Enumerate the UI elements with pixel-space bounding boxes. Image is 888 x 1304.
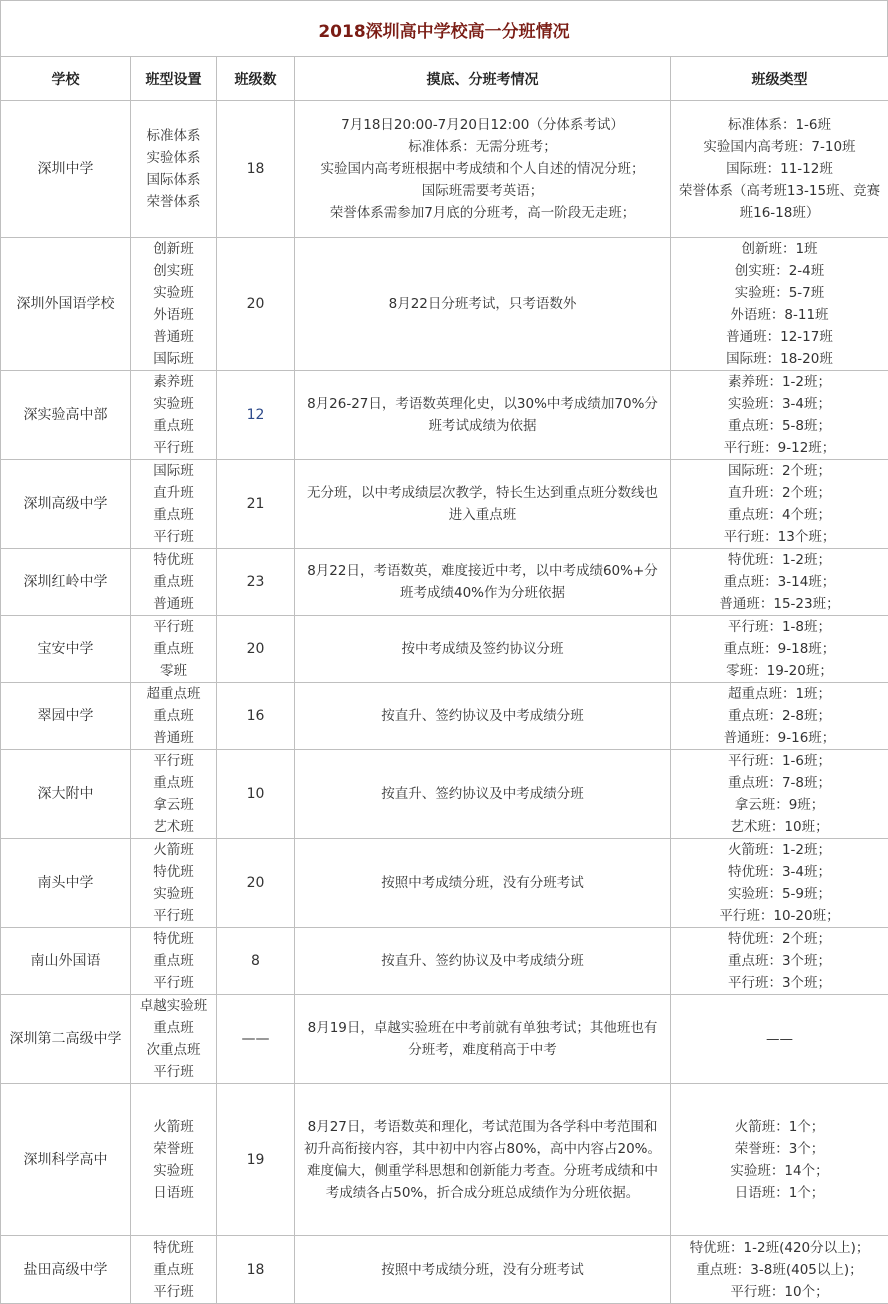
class-count-cell: 18 [217,101,295,238]
class-setup-item: 重点班 [133,950,214,972]
class-setup-item: 直升班 [133,482,214,504]
class-types-cell [671,683,888,750]
class-setup-cell [131,238,217,371]
class-setup-item: 平行班 [133,972,214,994]
exam-info-line: 按直升、签约协议及中考成绩分班 [301,783,664,805]
class-setup-cell [131,1084,217,1236]
class-type-item: 荣誉体系（高考班13-15班、竞赛班16-18班） [673,180,886,224]
class-setup-item: 普通班 [133,593,214,615]
class-type-item: 实验班：3-4班； [673,393,886,415]
class-setup-item: 火箭班 [133,839,214,861]
class-setup-item: 卓越实验班 [133,995,214,1017]
class-setup-item: 国际体系 [133,169,214,191]
school-name-cell: 深大附中 [1,750,131,839]
class-count-cell: 21 [217,460,295,549]
school-name-cell: 南头中学 [1,839,131,928]
class-type-item: 外语班：8-11班 [673,304,886,326]
class-count-cell: 12 [217,371,295,460]
class-setup-item: 素养班 [133,371,214,393]
table-row [1,839,888,928]
exam-info-line: 按直升、签约协议及中考成绩分班 [301,950,664,972]
class-count-cell: 20 [217,839,295,928]
class-setup-item: 火箭班 [133,1116,214,1138]
class-setup-cell [131,839,217,928]
class-setup-item: 特优班 [133,1237,214,1259]
school-name-cell: 深实验高中部 [1,371,131,460]
class-setup-item: 标准体系 [133,125,214,147]
table-row [1,995,888,1084]
class-setup-item: 实验班 [133,282,214,304]
class-setup-item: 重点班 [133,638,214,660]
class-type-item: 平行班：13个班； [673,526,886,548]
class-setup-item: 重点班 [133,415,214,437]
table-row [1,371,888,460]
exam-info-cell [295,371,671,460]
class-type-item: 平行班：1-6班； [673,750,886,772]
class-types-cell [671,839,888,928]
exam-info-cell [295,238,671,371]
class-types-cell [671,371,888,460]
class-setup-item: 重点班 [133,1017,214,1039]
table-row [1,460,888,549]
school-name-cell: 深圳科学高中 [1,1084,131,1236]
exam-info-line: 8月22日，考语数英，难度接近中考，以中考成绩60%+分班考成绩40%作为分班依据 [301,560,664,604]
class-types-cell [671,1084,888,1236]
class-type-item: 平行班：9-12班； [673,437,886,459]
table-row [1,683,888,750]
class-types-cell [671,750,888,839]
class-type-item: 实验国内高考班：7-10班 [673,136,886,158]
class-setup-item: 平行班 [133,526,214,548]
school-name-cell: 盐田高级中学 [1,1236,131,1304]
class-type-item: 特优班：3-4班； [673,861,886,883]
class-type-item: 平行班：10-20班； [673,905,886,927]
class-setup-item: 普通班 [133,727,214,749]
exam-info-cell [295,928,671,995]
exam-info-line: 按照中考成绩分班，没有分班考试 [301,1259,664,1281]
header-class-count: 班级数 [217,57,295,101]
exam-info-line: 标准体系：无需分班考； [301,136,664,158]
class-setup-item: 实验班 [133,1160,214,1182]
class-setup-cell [131,616,217,683]
table-row [1,1236,888,1304]
school-name-cell: 宝安中学 [1,616,131,683]
school-name-cell: 深圳第二高级中学 [1,995,131,1084]
class-types-cell [671,1236,888,1304]
class-count-cell: 18 [217,1236,295,1304]
class-type-item: 超重点班：1班； [673,683,886,705]
class-count-cell: 20 [217,238,295,371]
exam-info-line: 无分班，以中考成绩层次教学，特长生达到重点班分数线也进入重点班 [301,482,664,526]
class-setup-cell [131,549,217,616]
class-setup-item: 特优班 [133,861,214,883]
header-row [1,57,888,101]
header-class-types: 班级类型 [671,57,888,101]
class-type-item: 重点班：2-8班； [673,705,886,727]
exam-info-line: 7月18日20:00-7月20日12:00（分体系考试） [301,114,664,136]
class-type-item: 重点班：3-14班； [673,571,886,593]
class-setup-item: 实验班 [133,393,214,415]
class-setup-item: 实验体系 [133,147,214,169]
exam-info-line: 实验国内高考班根据中考成绩和个人自述的情况分班； [301,158,664,180]
class-type-item: 国际班：2个班； [673,460,886,482]
class-type-item: 特优班：2个班； [673,928,886,950]
class-type-item: 直升班：2个班； [673,482,886,504]
exam-info-line: 8月22日分班考试，只考语数外 [301,293,664,315]
table-row [1,101,888,238]
class-setup-cell [131,1236,217,1304]
header-school: 学校 [1,57,131,101]
class-setup-cell [131,371,217,460]
school-name-cell: 翠园中学 [1,683,131,750]
exam-info-line: 按直升、签约协议及中考成绩分班 [301,705,664,727]
class-setup-item: 重点班 [133,504,214,526]
class-type-item: 特优班：1-2班(420分以上)； [673,1237,886,1259]
class-type-item: 重点班：5-8班； [673,415,886,437]
class-setup-item: 重点班 [133,705,214,727]
class-setup-cell [131,995,217,1084]
class-type-item: 重点班：3个班； [673,950,886,972]
class-types-cell [671,995,888,1084]
class-setup-cell [131,683,217,750]
exam-info-cell [295,101,671,238]
class-count-cell: 20 [217,616,295,683]
class-setup-item: 荣誉体系 [133,191,214,213]
class-type-item: 重点班：7-8班； [673,772,886,794]
exam-info-cell [295,1236,671,1304]
class-setup-item: 重点班 [133,772,214,794]
class-type-item: 重点班：4个班； [673,504,886,526]
class-type-item: 创实班：2-4班 [673,260,886,282]
exam-info-line: 荣誉体系需参加7月底的分班考，高一阶段无走班； [301,202,664,224]
class-setup-item: 重点班 [133,571,214,593]
class-setup-item: 创新班 [133,238,214,260]
table-row [1,549,888,616]
class-types-cell [671,549,888,616]
class-type-item: 重点班：9-18班； [673,638,886,660]
class-setup-item: 平行班 [133,905,214,927]
class-type-item: 拿云班：9班； [673,794,886,816]
class-type-item: 实验班：5-9班； [673,883,886,905]
class-type-item: 平行班：3个班； [673,972,886,994]
exam-info-cell [295,616,671,683]
class-type-item: 平行班：10个； [673,1281,886,1303]
class-setup-item: 外语班 [133,304,214,326]
class-type-item: 国际班：11-12班 [673,158,886,180]
exam-info-cell [295,995,671,1084]
class-setup-item: 日语班 [133,1182,214,1204]
class-type-item: 艺术班：10班； [673,816,886,838]
class-type-item: 素养班：1-2班； [673,371,886,393]
class-setup-item: 普通班 [133,326,214,348]
school-name-cell: 深圳中学 [1,101,131,238]
class-type-item: —— [673,1028,886,1050]
exam-info-line: 8月27日，考语数英和理化，考试范围为各学科中考范围和初升高衔接内容，其中初中内容占80%，高中内容占20%。难度偏大，侧重学科思想和创新能力考查。分班考成绩和中考成绩各占50%，折合成分班总成绩作为分班依据。 [301,1116,664,1204]
class-setup-item: 平行班 [133,616,214,638]
exam-info-cell [295,460,671,549]
class-types-cell [671,238,888,371]
class-type-item: 火箭班：1个； [673,1116,886,1138]
class-type-item: 特优班：1-2班； [673,549,886,571]
exam-info-line: 按中考成绩及签约协议分班 [301,638,664,660]
class-count-cell: 8 [217,928,295,995]
school-name-cell: 南山外国语 [1,928,131,995]
class-type-item: 普通班：15-23班； [673,593,886,615]
header-exam-info: 摸底、分班考情况 [295,57,671,101]
exam-info-line: 8月26-27日，考语数英理化史，以30%中考成绩加70%分班考试成绩为依据 [301,393,664,437]
class-setup-item: 艺术班 [133,816,214,838]
class-setup-item: 零班 [133,660,214,682]
table-row [1,616,888,683]
class-type-item: 火箭班：1-2班； [673,839,886,861]
class-type-item: 重点班：3-8班(405以上)； [673,1259,886,1281]
class-table [0,56,888,1304]
class-type-item: 普通班：12-17班 [673,326,886,348]
table-row [1,238,888,371]
class-setup-cell [131,750,217,839]
class-count-cell: 16 [217,683,295,750]
class-setup-item: 特优班 [133,928,214,950]
class-setup-item: 实验班 [133,883,214,905]
class-count-cell: 23 [217,549,295,616]
exam-info-cell [295,750,671,839]
class-setup-item: 国际班 [133,348,214,370]
table-row [1,1084,888,1236]
school-name-cell: 深圳红岭中学 [1,549,131,616]
class-setup-item: 平行班 [133,750,214,772]
school-name-cell: 深圳高级中学 [1,460,131,549]
class-type-item: 荣誉班：3个； [673,1138,886,1160]
class-setup-item: 超重点班 [133,683,214,705]
class-types-cell [671,460,888,549]
class-setup-cell [131,460,217,549]
exam-info-cell [295,683,671,750]
class-setup-item: 特优班 [133,549,214,571]
class-type-item: 实验班：14个； [673,1160,886,1182]
class-type-item: 日语班：1个； [673,1182,886,1204]
class-setup-cell [131,101,217,238]
class-type-item: 实验班：5-7班 [673,282,886,304]
class-type-item: 零班：19-20班； [673,660,886,682]
class-type-item: 国际班：18-20班 [673,348,886,370]
class-setup-item: 拿云班 [133,794,214,816]
class-setup-item: 重点班 [133,1259,214,1281]
exam-info-line: 国际班需要考英语； [301,180,664,202]
table-row [1,750,888,839]
class-types-cell [671,928,888,995]
class-setup-item: 创实班 [133,260,214,282]
exam-info-cell [295,839,671,928]
page-title: 2018深圳高中学校高一分班情况 [0,0,888,57]
class-setup-item: 平行班 [133,1281,214,1303]
class-setup-item: 荣誉班 [133,1138,214,1160]
class-setup-cell [131,928,217,995]
class-type-item: 普通班：9-16班； [673,727,886,749]
class-type-item: 标准体系：1-6班 [673,114,886,136]
school-name-cell: 深圳外国语学校 [1,238,131,371]
exam-info-cell [295,549,671,616]
exam-info-cell [295,1084,671,1236]
class-types-cell [671,616,888,683]
header-class-setup: 班型设置 [131,57,217,101]
class-count-cell: 19 [217,1084,295,1236]
class-setup-item: 平行班 [133,1061,214,1083]
class-type-item: 平行班：1-8班； [673,616,886,638]
exam-info-line: 8月19日，卓越实验班在中考前就有单独考试；其他班也有分班考，难度稍高于中考 [301,1017,664,1061]
class-types-cell [671,101,888,238]
class-setup-item: 国际班 [133,460,214,482]
class-setup-item: 次重点班 [133,1039,214,1061]
exam-info-line: 按照中考成绩分班，没有分班考试 [301,872,664,894]
class-count-cell: —— [217,995,295,1084]
class-count-cell: 10 [217,750,295,839]
class-type-item: 创新班：1班 [673,238,886,260]
class-setup-item: 平行班 [133,437,214,459]
table-row [1,928,888,995]
